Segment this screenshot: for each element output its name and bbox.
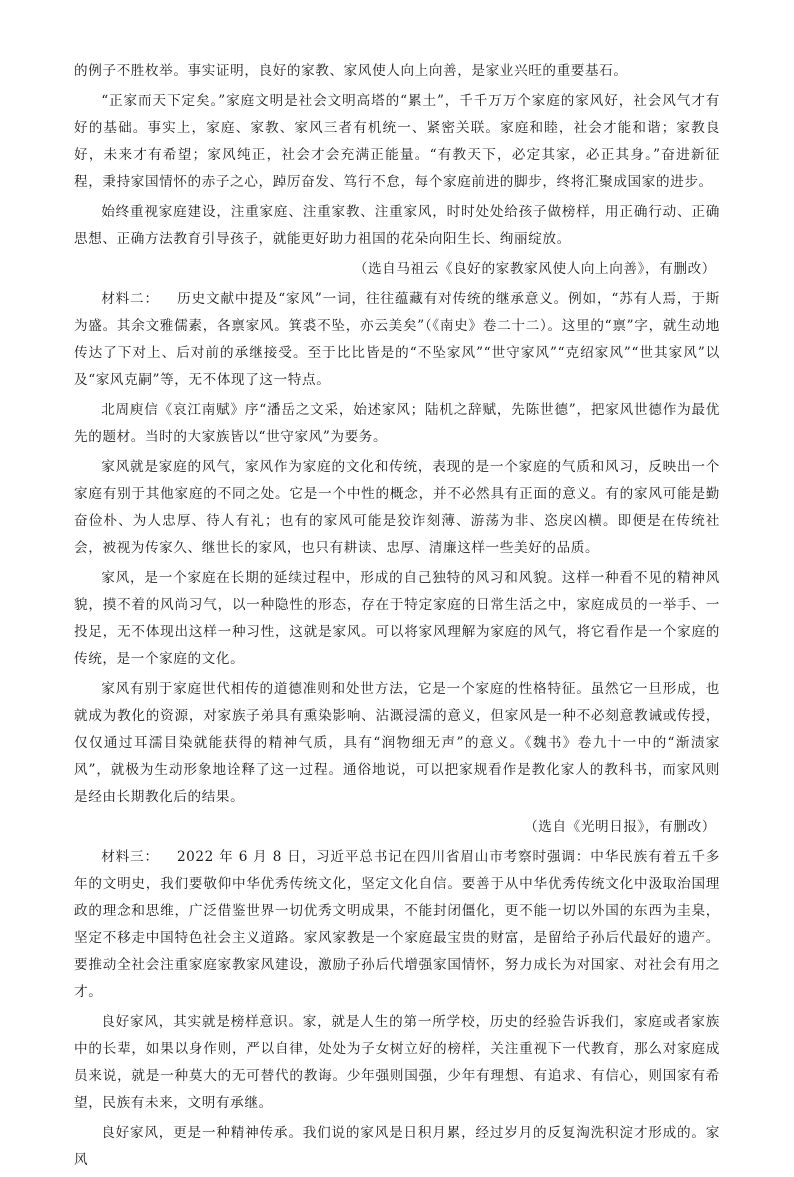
material-three-paragraph (74, 844, 720, 1006)
paragraph: 家风有别于家庭世代相传的道德准则和处世方法，它是一个家庭的性格特征。虽然它一旦形成，也就成为教化的资源，对家族子弟具有熏染影响、沾溉浸濡的意义，但家风是一种不必刻意教诫或传授，仅仅通过耳濡目染就能获得的精神气质，具有“润物细无声”的意义。《魏书》卷九十一中的“渐渍家风”，就极为生动形象地诠释了这一过程。通俗地说，可以把家规看作是教化家人的教科书，而家风则是经由长期教化后的结果。 (74, 681, 720, 805)
material-label: 材料二： (101, 291, 159, 307)
paragraph: 北周庾信《哀江南赋》序“潘岳之文采，始述家风；陆机之辞赋，先陈世德”，把家风世德作为最优先的题材。当时的大家族皆以“世守家风”为要务。 (74, 402, 720, 445)
material-text: 历史文献中提及“家风”一词，往往蕴藏有对传统的继承意义。例如，“苏有人焉，于斯为盛。其余文雅儒素，各禀家风。箕裘不坠，亦云美矣”（《南史》卷二十二）。这里的“禀”字，就生动地传达了下对上、后对前的承继接受。至于比比皆是的“不坠家风”“世守家风”“克绍家风”“世其家风”以及“家风克嗣”等，无不体现了这一特点。 (74, 291, 720, 388)
paragraph: 良好家风，更是一种精神传承。我们说的家风是日积月累，经过岁月的反复淘洗积淀才形成的。家风 (74, 1125, 720, 1168)
paragraph: 家风就是家庭的风气，家风作为家庭的文化和传统，表现的是一个家庭的气质和风习，反映出一个家庭有别于其他家庭的不同之处。它是一个中性的概念，并不必然具有正面的意义。有的家风可能是勤奋俭朴、为人忠厚、待人有礼；也有的家风可能是狡诈刻薄、游荡为非、恣戾凶横。即便是在传统社会，被视为传家久、继世长的家风，也只有耕读、忠厚、清廉这样一些美好的品质。 (74, 459, 720, 556)
article-body (74, 58, 720, 1177)
paragraph-continuation: 的例子不胜枚举。事实证明，良好的家教、家风使人向上向善，是家业兴旺的重要基石。 (74, 63, 628, 79)
paragraph: 良好家风，其实就是榜样意识。家，就是人生的第一所学校，历史的经验告诉我们，家庭或者家族中的长辈，如果以身作则，严以自律，处处为子女树立好的榜样，关注重视下一代教育，那么对家庭成员来说，就是一种莫大的无可替代的教诲。少年强则国强，少年有理想、有追求、有信心，则国家有希望，民族有未来，文明有承继。 (74, 1014, 720, 1111)
paragraph: 始终重视家庭建设，注重家庭、注重家教、注重家风，时时处处给孩子做榜样，用正确行动、正确思想、正确方法教育引导孩子，就能更好助力祖国的花朵向阳生长、绚丽绽放。 (74, 204, 720, 247)
paragraph: 家风，是一个家庭在长期的延续过程中，形成的自己独特的风习和风貌。这样一种看不见的精神风貌，摸不着的风尚习气，以一种隐性的形态，存在于特定家庭的日常生活之中，家庭成员的一举手、一投足，无不体现出这样一种习性，这就是家风。可以将家风理解为家庭的风气，将它看作是一个家庭的传统，是一个家庭的文化。 (74, 570, 720, 667)
material-two-paragraph (74, 286, 720, 394)
material-label: 材料三： (101, 849, 159, 865)
source-citation: （选自《光明日报》，有删改） (524, 819, 716, 835)
paragraph: “正家而天下定矣。”家庭文明是社会文明高塔的“累土”，千千万万个家庭的家风好，社会风气才有好的基础。事实上，家庭、家教、家风三者有机统一、紧密关联。家庭和睦，社会才能和谐；家教良好，未来才有希望；家风纯正，社会才会充满正能量。“有教天下，必定其家，必正其身。”奋进新征程，秉持家国情怀的赤子之心，踔厉奋发、笃行不怠，每个家庭前进的脚步，终将汇聚成国家的进步。 (74, 93, 720, 190)
material-text: 2022 年 6 月 8 日，习近平总书记在四川省眉山市考察时强调：中华民族有着五千多年的文明史，我们要敬仰中华优秀传统文化，坚定文化自信。要善于从中华优秀传统文化中汲取治国理政的理念和思维，广泛借鉴世界一切优秀文明成果，不能封闭僵化，更不能一切以外国的东西为圭臬，坚定不移走中国特色社会主义道路。家风家教是一个家庭最宝贵的财富，是留给子孙后代最好的遗产。要推动全社会注重家庭家教家风建设，激励子孙后代增强家国情怀，努力成长为对国家、对社会有用之才。 (74, 849, 720, 1000)
source-citation: （选自马祖云《良好的家教家风使人向上向善》，有删改） (353, 261, 716, 277)
